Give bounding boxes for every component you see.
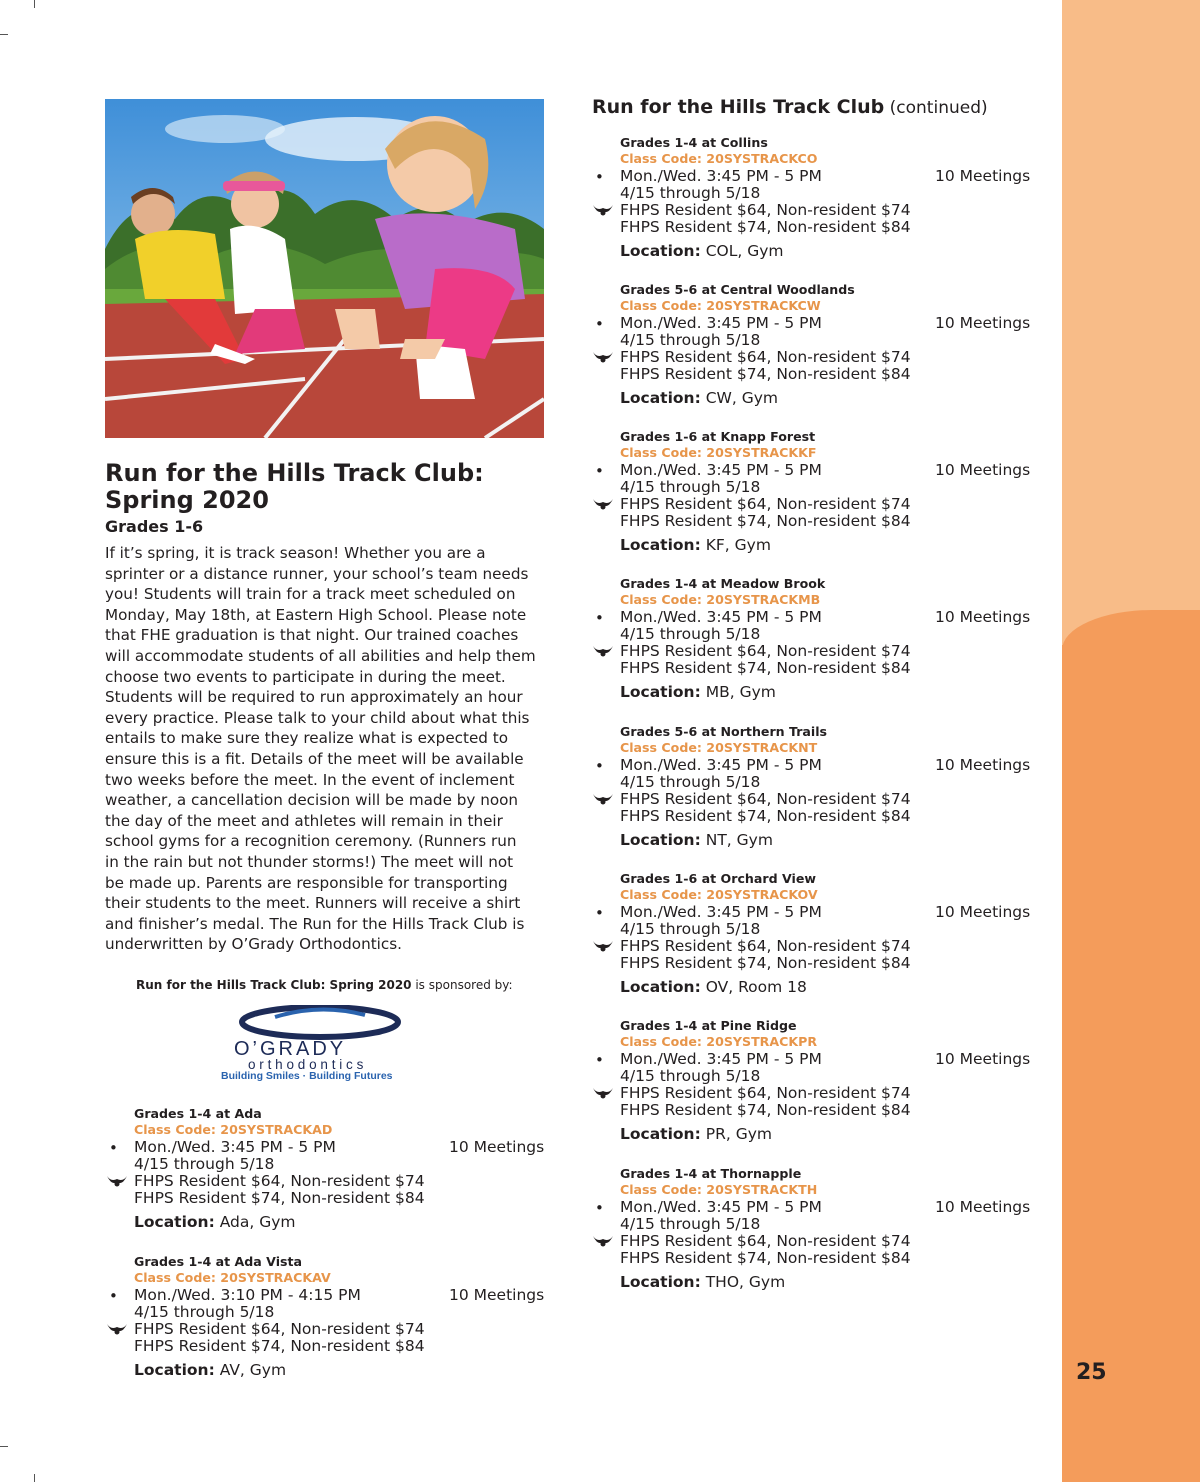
listing-fee-line1: FHPS Resident $64, Non-resident $74 [620,790,911,808]
article-body-line: Students will be required to run approximately an hour [105,688,523,707]
location-label: Location: [620,536,701,554]
listing-fee-line1: FHPS Resident $64, Non-resident $74 [134,1320,425,1338]
listing-time: Mon./Wed. 3:45 PM - 5 PM [620,461,822,479]
listing-time: Mon./Wed. 3:45 PM - 5 PM [620,903,822,921]
location-value: PR, Gym [705,1125,772,1143]
listing-fee-line2: FHPS Resident $74, Non-resident $84 [620,807,911,825]
article-body-line: you! Students will train for a track meet scheduled on [105,585,516,604]
article-body-line: be made up. Parents are responsible for transporting [105,873,508,892]
listing-dates: 4/15 through 5/18 [620,1067,761,1085]
listing-title: Grades 1-4 at Collins [620,135,768,150]
listing-fee-line1: FHPS Resident $64, Non-resident $74 [620,937,911,955]
listing-dates: 4/15 through 5/18 [620,1215,761,1233]
listing-meetings: 10 Meetings [935,756,1031,774]
listing-meetings: 10 Meetings [935,903,1031,921]
listing-fee-line1: FHPS Resident $64, Non-resident $74 [620,495,911,513]
listing-dates: 4/15 through 5/18 [620,184,761,202]
bullet-icon: • [595,757,604,775]
listing-meetings: 10 Meetings [449,1286,545,1304]
listing-location [620,1125,772,1143]
listing-class-code: Class Code: 20SYSTRACKPR [620,1034,818,1049]
listing-location [620,978,807,996]
crop-mark [34,0,35,8]
listing-meetings: 10 Meetings [935,608,1031,626]
listing-time: Mon./Wed. 3:45 PM - 5 PM [620,1050,822,1068]
listing-fee-line2: FHPS Resident $74, Non-resident $84 [620,1101,911,1119]
article-title [105,460,555,514]
bullet-icon: • [595,609,604,627]
listing-dates: 4/15 through 5/18 [620,625,761,643]
listing-fee-line2: FHPS Resident $74, Non-resident $84 [620,512,911,530]
listing-location [620,683,776,701]
listing-meetings: 10 Meetings [935,461,1031,479]
column-heading [592,96,988,118]
listing-fee-line1: FHPS Resident $64, Non-resident $74 [620,348,911,366]
listing-time: Mon./Wed. 3:45 PM - 5 PM [620,314,822,332]
column-heading-title: Run for the Hills Track Club [592,96,885,118]
article-body-line: and finisher’s medal. The Run for the Hills Track Club is [105,914,525,933]
listing-dates: 4/15 through 5/18 [620,478,761,496]
page-number: 25 [1076,1360,1107,1385]
listing-dates: 4/15 through 5/18 [620,773,761,791]
article-body-line: If it’s spring, it is track season! Whether you are a [105,544,486,562]
wing-fee-icon [592,350,614,364]
bullet-icon: • [595,904,604,922]
logo-name: O’GRADY [234,1038,347,1060]
article-body-line: Monday, May 18th, at Eastern High School. Please note [105,605,527,624]
wing-fee-icon [106,1322,128,1336]
wing-fee-icon [592,1086,614,1100]
wing-fee-icon [592,792,614,806]
listing-fee-line1: FHPS Resident $64, Non-resident $74 [620,642,911,660]
article-body-line: entails to make sure they realize what is expected to [105,729,509,748]
listing-time: Mon./Wed. 3:45 PM - 5 PM [620,608,822,626]
listing-title: Grades 1-4 at Pine Ridge [620,1018,797,1033]
wing-fee-icon [106,1174,128,1188]
article-body-line: their students to the meet. Runners will receive a shirt [105,894,521,913]
article-body-line: in the rain but not thunder storms!) The meet will not [105,852,514,871]
location-value: COL, Gym [705,242,784,260]
listing-fee-line1: FHPS Resident $64, Non-resident $74 [620,1232,911,1250]
listing-meetings: 10 Meetings [935,1198,1031,1216]
location-value: THO, Gym [705,1273,786,1291]
listing-fee-line2: FHPS Resident $74, Non-resident $84 [620,659,911,677]
bullet-icon: • [595,315,604,333]
location-label: Location: [620,1125,701,1143]
bullet-icon: • [595,1051,604,1069]
listing-meetings: 10 Meetings [935,1050,1031,1068]
listing-meetings: 10 Meetings [935,314,1031,332]
listing-time: Mon./Wed. 3:45 PM - 5 PM [620,1198,822,1216]
listing-fee-line1: FHPS Resident $64, Non-resident $74 [620,1084,911,1102]
listing-class-code: Class Code: 20SYSTRACKCO [620,151,818,166]
article-body-line: choose two events to participate in during the meet. [105,667,506,686]
article-body-line: ensure this is a fit. Details of the meet will be available [105,749,524,768]
listing-title: Grades 1-6 at Knapp Forest [620,429,816,444]
location-value: KF, Gym [705,536,771,554]
listing-fee-line2: FHPS Resident $74, Non-resident $84 [620,1249,911,1267]
article-body-line: underwritten by O’Grady Orthodontics. [105,935,402,954]
listing-location [620,831,773,849]
location-label: Location: [620,683,701,701]
article-body-line: school gyms for a recognition ceremony. (Runners run [105,832,517,851]
listing-location [134,1213,296,1231]
side-strip-light [1062,0,1200,645]
wing-fee-icon [592,497,614,511]
article-title-line1: Run for the Hills Track Club: [105,459,484,487]
listing-title: Grades 5-6 at Central Woodlands [620,282,855,297]
location-value: NT, Gym [705,831,773,849]
listing-title: Grades 5-6 at Northern Trails [620,724,828,739]
location-label: Location: [134,1213,215,1231]
article-body-line: weather, a cancellation decision will be made by noon [105,791,519,810]
listing-meetings: 10 Meetings [935,167,1031,185]
crop-mark [0,1446,8,1447]
listing-dates: 4/15 through 5/18 [620,331,761,349]
sponsor-line [136,978,513,992]
listing-title: Grades 1-4 at Ada Vista [134,1254,303,1269]
location-label: Location: [620,831,701,849]
listing-time: Mon./Wed. 3:10 PM - 4:15 PM [134,1286,361,1304]
listing-class-code: Class Code: 20SYSTRACKCW [620,298,821,313]
article-body [105,543,547,955]
wing-fee-icon [592,644,614,658]
article-body-line: sprinter or a distance runner, your school’s team needs [105,564,529,583]
sponsor-line-bold: Run for the Hills Track Club: Spring 2020 [136,978,412,992]
location-value: AV, Gym [219,1361,287,1379]
listing-class-code: Class Code: 20SYSTRACKKF [620,445,817,460]
listing-location [620,1273,785,1291]
wing-fee-icon [592,939,614,953]
logo-subtitle: orthodontics [248,1057,368,1072]
wing-fee-icon [592,203,614,217]
listing-meetings: 10 Meetings [449,1138,545,1156]
listing-fee-line1: FHPS Resident $64, Non-resident $74 [134,1172,425,1190]
listing-location [134,1361,286,1379]
listing-class-code: Class Code: 20SYSTRACKNT [620,740,818,755]
article-title-line2: Spring 2020 [105,486,269,514]
listing-fee-line1: FHPS Resident $64, Non-resident $74 [620,201,911,219]
article-body-line: the day of the meet and athletes will remain in their [105,811,503,830]
location-value: Ada, Gym [219,1213,296,1231]
logo-tagline: Building Smiles · Building Futures [221,1070,393,1082]
bullet-icon: • [595,462,604,480]
listing-class-code: Class Code: 20SYSTRACKOV [620,887,818,902]
listing-class-code: Class Code: 20SYSTRACKAV [134,1270,331,1285]
location-value: MB, Gym [705,683,776,701]
listing-dates: 4/15 through 5/18 [134,1155,275,1173]
listing-title: Grades 1-6 at Orchard View [620,871,816,886]
location-label: Location: [620,978,701,996]
article-body-line: every practice. Please talk to your child about what this [105,708,530,727]
crop-mark [34,1474,35,1482]
bullet-icon: • [595,168,604,186]
listing-title: Grades 1-4 at Meadow Brook [620,576,826,591]
sponsor-line-rest: is sponsored by: [411,978,513,992]
listing-time: Mon./Wed. 3:45 PM - 5 PM [620,167,822,185]
listing-class-code: Class Code: 20SYSTRACKMB [620,592,821,607]
article-body-line: that FHE graduation is that night. Our trained coaches [105,626,519,645]
listing-fee-line2: FHPS Resident $74, Non-resident $84 [134,1337,425,1355]
crop-mark [0,34,8,35]
side-strip [1062,0,1200,1482]
listing-location [620,242,784,260]
children-running-track-photo [105,99,544,438]
listing-fee-line2: FHPS Resident $74, Non-resident $84 [134,1189,425,1207]
listing-dates: 4/15 through 5/18 [620,920,761,938]
listing-dates: 4/15 through 5/18 [134,1303,275,1321]
listing-time: Mon./Wed. 3:45 PM - 5 PM [620,756,822,774]
article-body-line: will accommodate students of all abilities and help them [105,646,536,665]
listing-class-code: Class Code: 20SYSTRACKTH [620,1182,818,1197]
listing-title: Grades 1-4 at Ada [134,1106,262,1121]
location-label: Location: [134,1361,215,1379]
wing-fee-icon [592,1234,614,1248]
listing-fee-line2: FHPS Resident $74, Non-resident $84 [620,365,911,383]
location-value: OV, Room 18 [705,978,807,996]
side-strip-dark [1062,610,1200,1482]
listing-class-code: Class Code: 20SYSTRACKAD [134,1122,333,1137]
article-body-line: two weeks before the meet. In the event of inclement [105,770,515,789]
article-subtitle: Grades 1-6 [105,517,204,536]
column-heading-continued: (continued) [884,98,988,118]
listing-fee-line2: FHPS Resident $74, Non-resident $84 [620,218,911,236]
listing-title: Grades 1-4 at Thornapple [620,1166,802,1181]
listing-time: Mon./Wed. 3:45 PM - 5 PM [134,1138,336,1156]
listing-location [620,389,778,407]
bullet-icon: • [109,1139,118,1157]
listing-location [620,536,771,554]
location-label: Location: [620,242,701,260]
location-label: Location: [620,389,701,407]
listing-fee-line2: FHPS Resident $74, Non-resident $84 [620,954,911,972]
location-label: Location: [620,1273,701,1291]
bullet-icon: • [595,1199,604,1217]
location-value: CW, Gym [705,389,779,407]
bullet-icon: • [109,1287,118,1305]
